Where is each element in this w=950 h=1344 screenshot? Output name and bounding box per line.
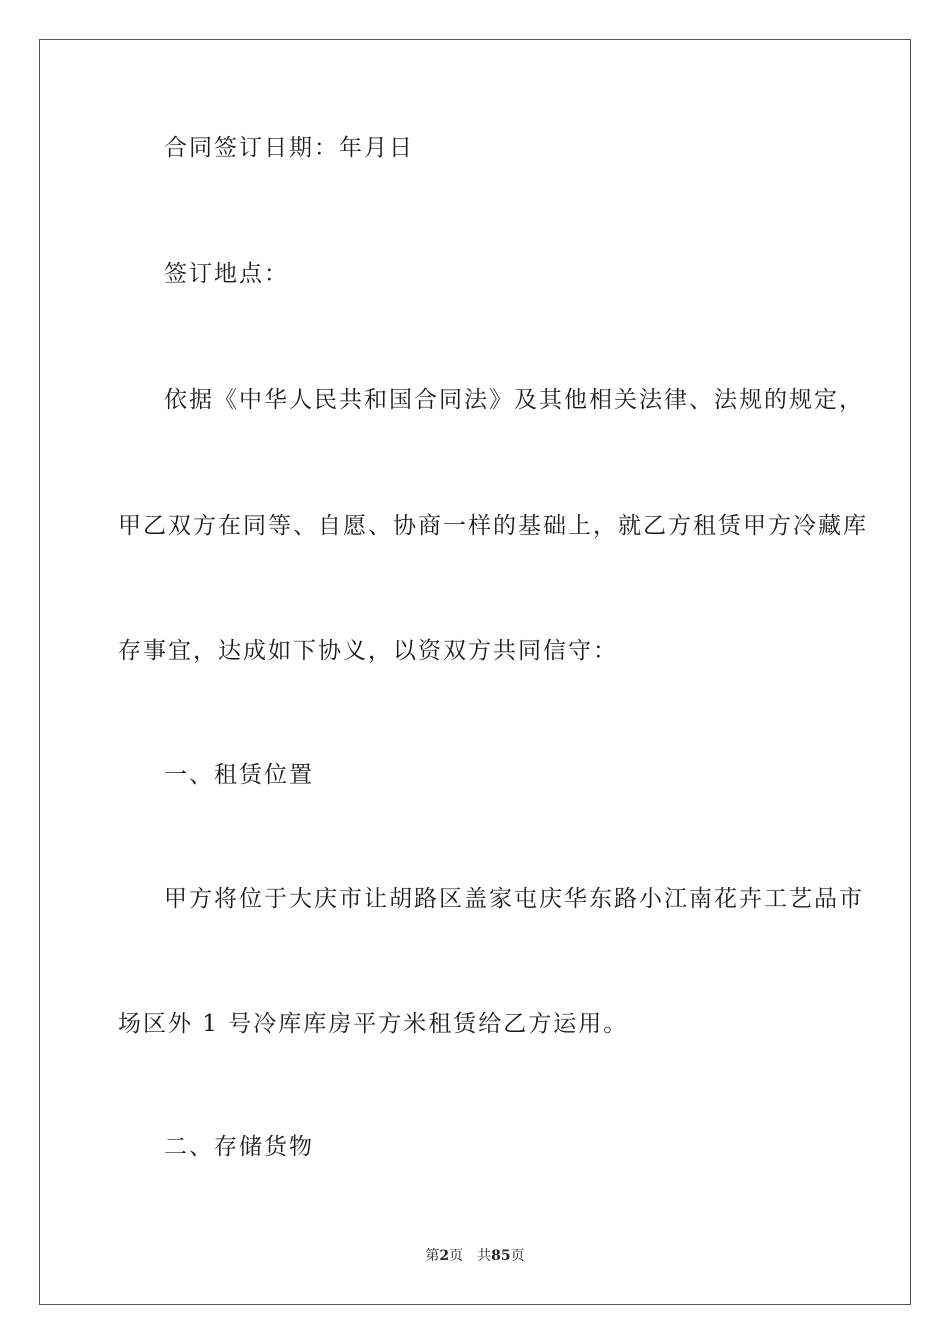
lease-location-text-line: 甲方将位于大庆市让胡路区盖家屯庆华东路小江南花卉工艺品市 bbox=[164, 886, 864, 912]
total-prefix: 共 bbox=[477, 1248, 492, 1264]
signing-place-line: 签订地点： bbox=[164, 261, 289, 287]
page-prefix: 第 bbox=[425, 1248, 440, 1264]
body-text-line: 存事宜，达成如下协义，以资双方共同信守： bbox=[118, 638, 618, 664]
page-number: 2 bbox=[439, 1248, 450, 1264]
section-heading-lease-location: 一、租赁位置 bbox=[164, 762, 314, 788]
total-suffix: 页 bbox=[510, 1248, 525, 1264]
total-pages: 85 bbox=[491, 1248, 511, 1264]
legal-basis-line: 依据《中华人民共和国合同法》及其他相关法律、法规的规定， bbox=[164, 387, 864, 413]
contract-date-line: 合同签订日期：年月日 bbox=[164, 135, 414, 161]
lease-location-text-line: 场区外 1 号冷库库房平方米租赁给乙方运用。 bbox=[118, 1011, 629, 1037]
section-heading-stored-goods: 二、存储货物 bbox=[164, 1134, 314, 1160]
page-footer bbox=[0, 1247, 950, 1265]
body-text-line: 甲乙双方在同等、自愿、协商一样的基础上，就乙方租赁甲方冷藏库 bbox=[118, 513, 868, 539]
page-frame bbox=[39, 39, 911, 1305]
page-suffix: 页 bbox=[449, 1248, 464, 1264]
